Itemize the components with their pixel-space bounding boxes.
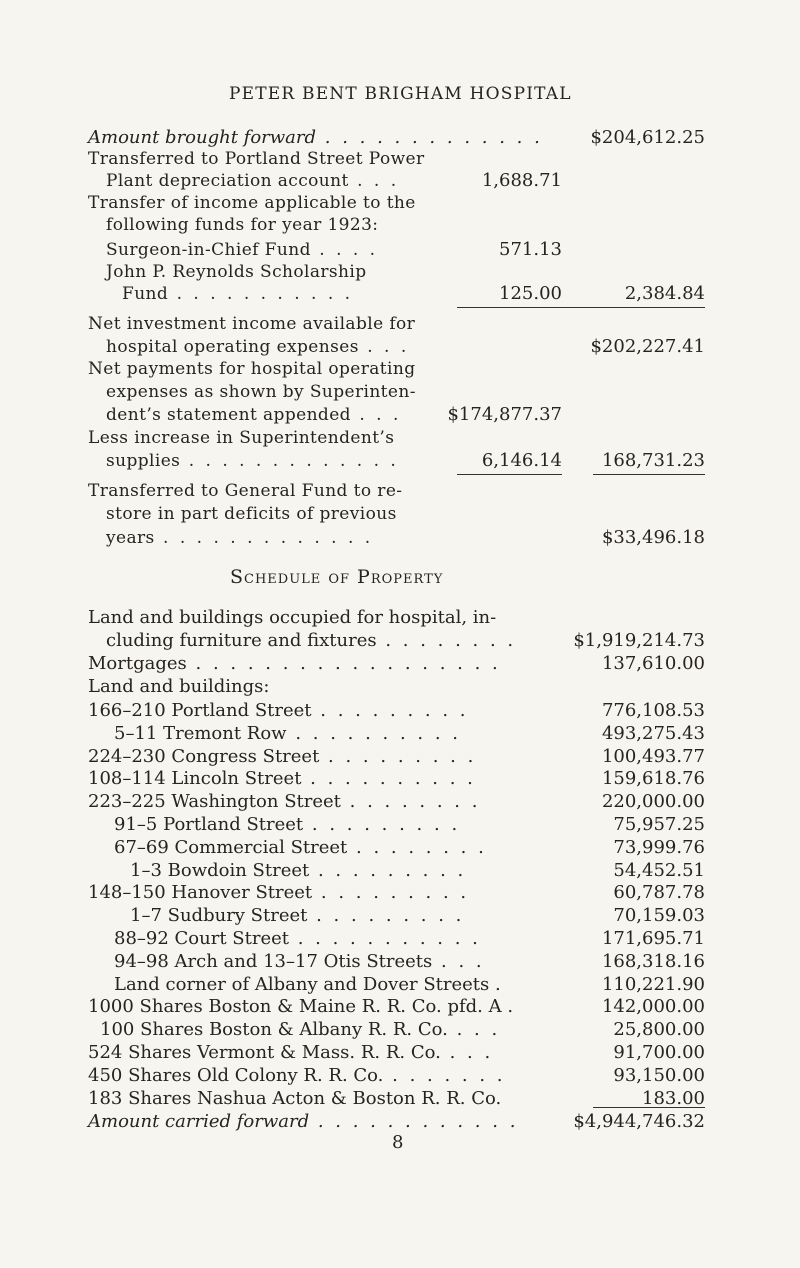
buildings-label: Land and buildings: bbox=[88, 676, 270, 697]
transferred-value: $33,496.18 bbox=[601, 527, 705, 548]
property-item-value: 110,221.90 bbox=[601, 974, 705, 995]
property-item-value: 171,695.71 bbox=[601, 928, 705, 949]
surgeon-value: 571.13 bbox=[499, 239, 562, 260]
rule-2a bbox=[457, 474, 562, 475]
net-income-text-2: hospital operating expenses . . . bbox=[106, 337, 410, 357]
net-income-value: $202,227.41 bbox=[590, 336, 705, 357]
portland-text-1: Transferred to Portland Street Power bbox=[88, 149, 425, 169]
net-income-text-1: Net investment income available for bbox=[88, 314, 416, 334]
mortgages-value: 137,610.00 bbox=[601, 653, 705, 674]
portland-value: 1,688.71 bbox=[481, 170, 562, 191]
land-text-2: cluding furniture and fixtures . . . . . . . . bbox=[106, 630, 517, 651]
property-item-label: Land corner of Albany and Dover Streets . bbox=[114, 974, 501, 995]
payments-text-1: Net payments for hospital operating bbox=[88, 359, 416, 379]
property-item-label: 67–69 Commercial Street . . . . . . . . bbox=[114, 837, 487, 858]
carried-forward-label: Amount carried forward . . . . . . . . . . . . bbox=[88, 1111, 519, 1132]
reynolds-value: 125.00 bbox=[499, 283, 562, 304]
reynolds-text-2: Fund . . . . . . . . . . . bbox=[122, 284, 354, 304]
page-number: 8 bbox=[392, 1132, 404, 1153]
payments-text-3: dent’s statement appended . . . bbox=[106, 405, 402, 425]
property-item-label: 148–150 Hanover Street . . . . . . . . . bbox=[88, 882, 470, 903]
rule-1 bbox=[457, 307, 705, 308]
property-item-label: 108–114 Lincoln Street . . . . . . . . . . bbox=[88, 768, 476, 789]
property-item-label: 524 Shares Vermont & Mass. R. R. Co. . . . bbox=[88, 1042, 494, 1063]
property-item-value: 220,000.00 bbox=[601, 791, 705, 812]
schedule-title: Schedule of Property bbox=[230, 566, 444, 588]
property-item-value: 25,800.00 bbox=[613, 1019, 705, 1040]
property-item-label: 166–210 Portland Street . . . . . . . . . bbox=[88, 700, 469, 721]
land-value: $1,919,214.73 bbox=[573, 630, 705, 651]
payments-value: $174,877.37 bbox=[447, 404, 562, 425]
surgeon-label: Surgeon-in-Chief Fund . . . . bbox=[106, 240, 379, 260]
property-item-label: 224–230 Congress Street . . . . . . . . . bbox=[88, 746, 477, 767]
property-item-label: 450 Shares Old Colony R. R. Co. . . . . . . . bbox=[88, 1065, 506, 1086]
property-item-value: 168,318.16 bbox=[601, 951, 705, 972]
property-item-value: 91,700.00 bbox=[613, 1042, 705, 1063]
property-item-value: 183.00 bbox=[642, 1088, 705, 1109]
page-header: PETER BENT BRIGHAM HOSPITAL bbox=[229, 84, 572, 104]
property-item-value: 75,957.25 bbox=[613, 814, 705, 835]
property-item-label: 91–5 Portland Street . . . . . . . . . bbox=[114, 814, 461, 835]
property-item-label: 88–92 Court Street . . . . . . . . . . . bbox=[114, 928, 481, 949]
property-item-value: 159,618.76 bbox=[601, 768, 705, 789]
transferred-text-2: store in part deficits of previous bbox=[106, 504, 397, 524]
property-item-label: 100 Shares Boston & Albany R. R. Co. . . . bbox=[100, 1019, 501, 1040]
less-text-2: supplies . . . . . . . . . . . . . bbox=[106, 451, 399, 471]
transfer-text-1: Transfer of income applicable to the bbox=[88, 193, 416, 213]
rule-3 bbox=[593, 1107, 705, 1108]
property-item-value: 493,275.43 bbox=[601, 723, 705, 744]
transferred-text-1: Transferred to General Fund to re- bbox=[88, 481, 403, 501]
carried-forward-value: $4,944,746.32 bbox=[573, 1111, 705, 1132]
brought-forward-label: Amount brought forward . . . . . . . . . . . . . bbox=[88, 127, 543, 148]
property-item-value: 93,150.00 bbox=[613, 1065, 705, 1086]
property-item-label: 5–11 Tremont Row . . . . . . . . . . bbox=[114, 723, 462, 744]
subtotal-value: 2,384.84 bbox=[624, 283, 705, 304]
property-item-value: 70,159.03 bbox=[613, 905, 705, 926]
property-item-value: 73,999.76 bbox=[613, 837, 705, 858]
less-total: 168,731.23 bbox=[601, 450, 705, 471]
property-item-label: 1000 Shares Boston & Maine R. R. Co. pfd. A . bbox=[88, 996, 514, 1017]
property-item-label: 1–7 Sudbury Street . . . . . . . . . bbox=[130, 905, 465, 926]
property-item-value: 54,452.51 bbox=[613, 860, 705, 881]
rule-2b bbox=[593, 474, 705, 475]
portland-text-2: Plant depreciation account . . . bbox=[106, 171, 400, 191]
transfer-text-2: following funds for year 1923: bbox=[106, 215, 379, 235]
property-item-label: 1–3 Bowdoin Street . . . . . . . . . bbox=[130, 860, 467, 881]
less-text-1: Less increase in Superintendent’s bbox=[88, 428, 395, 448]
less-value: 6,146.14 bbox=[481, 450, 562, 471]
land-text-1: Land and buildings occupied for hospital, in- bbox=[88, 607, 497, 628]
brought-forward-value: $204,612.25 bbox=[590, 127, 705, 148]
property-item-value: 100,493.77 bbox=[601, 746, 705, 767]
transferred-text-3: years . . . . . . . . . . . . . bbox=[106, 528, 374, 548]
mortgages-label: Mortgages . . . . . . . . . . . . . . . . . . bbox=[88, 653, 501, 674]
property-item-label: 223–225 Washington Street . . . . . . . . bbox=[88, 791, 481, 812]
payments-text-2: expenses as shown by Superinten- bbox=[106, 382, 416, 402]
property-item-value: 142,000.00 bbox=[601, 996, 705, 1017]
property-item-value: 776,108.53 bbox=[601, 700, 705, 721]
property-item-value: 60,787.78 bbox=[613, 882, 705, 903]
reynolds-text-1: John P. Reynolds Scholarship bbox=[106, 262, 367, 282]
property-item-label: 94–98 Arch and 13–17 Otis Streets . . . bbox=[114, 951, 485, 972]
property-item-label: 183 Shares Nashua Acton & Boston R. R. Co. bbox=[88, 1088, 502, 1109]
